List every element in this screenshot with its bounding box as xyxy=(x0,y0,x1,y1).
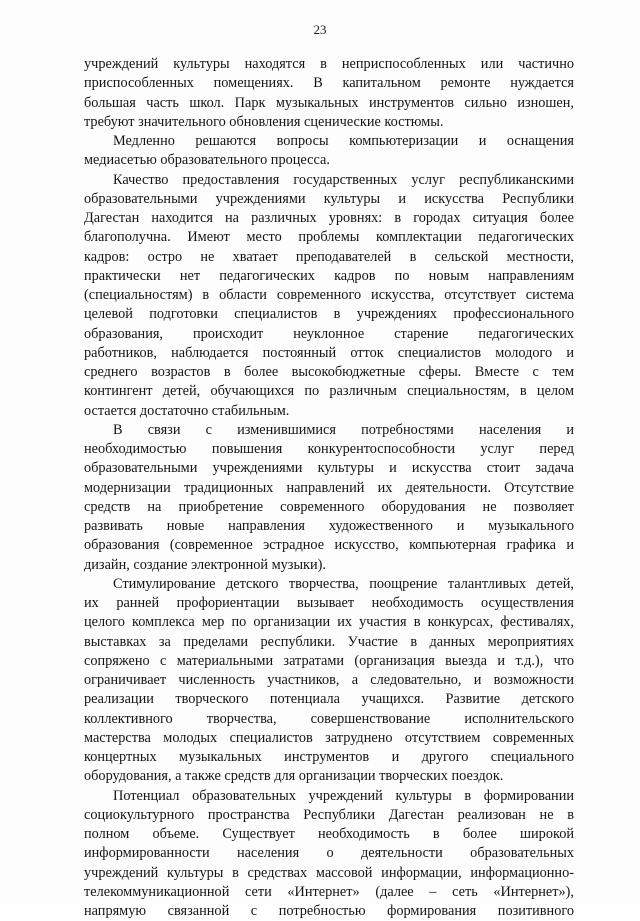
text-line: приспособленных помещениях. В капитальном ремонте нуждается xyxy=(84,74,574,93)
text-line: целевой подготовки специалистов в учреждениях профессионального xyxy=(84,305,574,324)
text-line: модернизации традиционных направлений их деятельности. Отсутствие xyxy=(84,479,574,498)
text-line: сопряжено с материальными затратами (организация выезда и т.д.), что xyxy=(84,652,574,671)
page-number: 23 xyxy=(0,22,640,38)
paragraph xyxy=(84,575,574,787)
text-line: социокультурного пространства Республики Дагестан реализован не в xyxy=(84,806,574,825)
text-line: Качество предоставления государственных услуг республиканскими xyxy=(84,171,574,190)
text-line: практически нет педагогических кадров по новым направлениям xyxy=(84,267,574,286)
text-line: мастерства молодых специалистов затруднено отсутствием современных xyxy=(84,729,574,748)
text-line: необходимостью повышения конкурентоспособности услуг перед xyxy=(84,440,574,459)
text-line: выставках за пределами республики. Участие в данных мероприятиях xyxy=(84,633,574,652)
text-line: В связи с изменившимися потребностями населения и xyxy=(84,421,574,440)
text-line: коллективного творчества, совершенствование исполнительского xyxy=(84,710,574,729)
text-line: кадров: остро не хватает преподавателей в сельской местности, xyxy=(84,248,574,267)
text-line: учреждений культуры находятся в неприспособленных или частично xyxy=(84,55,574,74)
text-line: образовательными учреждениями культуры и искусства Республики xyxy=(84,190,574,209)
paragraph xyxy=(84,171,574,421)
text-line: образования (современное эстрадное искусство, компьютерная графика и xyxy=(84,536,574,555)
body-text xyxy=(84,55,574,921)
text-line: средств на приобретение современного оборудования не позволяет xyxy=(84,498,574,517)
text-line: медиасетью образовательного процесса. xyxy=(84,151,574,170)
text-line: Стимулирование детского творчества, поощрение талантливых детей, xyxy=(84,575,574,594)
text-line: требуют значительного обновления сценические костюмы. xyxy=(84,113,574,132)
text-line: концертных музыкальных инструментов и другого специального xyxy=(84,748,574,767)
text-line: информированности населения о деятельности образовательных xyxy=(84,844,574,863)
text-line: их ранней профориентации вызывает необходимость осуществления xyxy=(84,594,574,613)
text-line: телекоммуникационной сети «Интернет» (далее – сеть «Интернет»), xyxy=(84,883,574,902)
text-line: благополучна. Имеют место проблемы комплектации педагогических xyxy=(84,228,574,247)
text-line: целого комплекса мер по организации их участия в конкурсах, фестивалях, xyxy=(84,613,574,632)
text-line: учреждений культуры в средствах массовой информации, информационно- xyxy=(84,864,574,883)
text-line: остается достаточно стабильным. xyxy=(84,402,574,421)
paragraph xyxy=(84,55,574,132)
text-line: ограничивает численность участников, а следовательно, и возможности xyxy=(84,671,574,690)
text-line: контингент детей, обучающихся по различным специальностям, в целом xyxy=(84,382,574,401)
text-line: работников, наблюдается постоянный отток специалистов молодого и xyxy=(84,344,574,363)
text-line: Дагестан находится на различных уровнях: в городах ситуация более xyxy=(84,209,574,228)
paragraph xyxy=(84,787,574,921)
text-line: полном объеме. Существует необходимость в более широкой xyxy=(84,825,574,844)
text-line: (специальностям) в области современного искусства, отсутствует система xyxy=(84,286,574,305)
text-line: среднего возрастов в более высокобюджетные сферы. Вместе с тем xyxy=(84,363,574,382)
text-line: напрямую связанной с потребностью формирования позитивного xyxy=(84,902,574,921)
text-line: образовательными учреждениями культуры и искусства стоит задача xyxy=(84,459,574,478)
text-line: образования, происходит неуклонное старение педагогических xyxy=(84,325,574,344)
text-line: Медленно решаются вопросы компьютеризации и оснащения xyxy=(84,132,574,151)
text-line: дизайн, создание электронной музыки). xyxy=(84,556,574,575)
text-line: реализации творческого потенциала учащихся. Развитие детского xyxy=(84,690,574,709)
text-line: развивать новые направления художественного и музыкального xyxy=(84,517,574,536)
paragraph xyxy=(84,421,574,575)
text-line: Потенциал образовательных учреждений культуры в формировании xyxy=(84,787,574,806)
text-line: большая часть школ. Парк музыкальных инструментов сильно изношен, xyxy=(84,94,574,113)
text-line: оборудования, а также средств для организации творческих поездок. xyxy=(84,767,574,786)
paragraph xyxy=(84,132,574,171)
